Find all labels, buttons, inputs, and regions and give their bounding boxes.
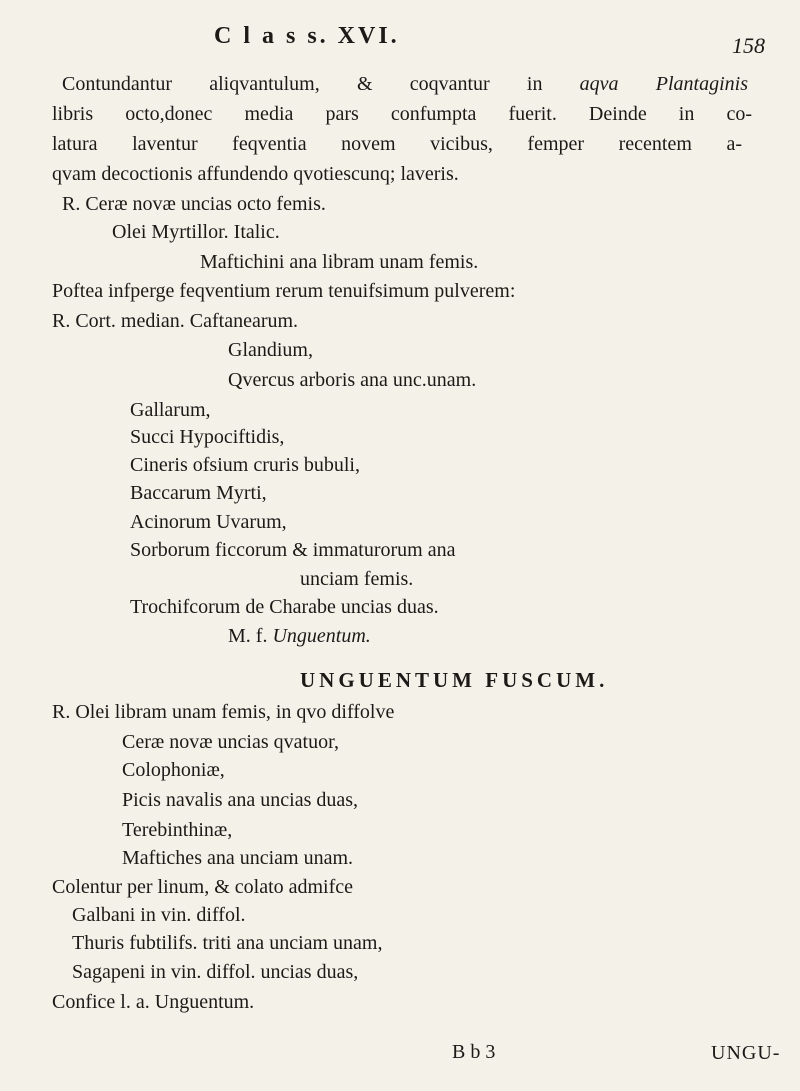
line-text: Trochifcorum de Charabe uncias duas. [130,596,439,618]
line-text: Confice l. a. Unguentum. [52,991,255,1013]
line-text: R. Olei libram unam femis, in qvo diffolve [52,701,395,723]
line-text: latura laventur feqventia novem vicibus, femper recentem a- [52,133,742,155]
recipe-line [52,700,394,724]
line-text: Thuris fubtilifs. triti ana unciam unam, [72,932,383,954]
recipe-line [72,903,246,927]
line-text: Olei Myrtillor. Italic. [112,221,280,243]
body-line [130,425,284,449]
line-text: qvam decoctionis affundendo qvotiescunq; laveris. [52,163,459,185]
body-line [52,132,742,156]
line-text: Baccarum Myrti, [130,482,267,504]
line-text: Contundantur aliqvantulum, & coqvantur in [62,73,580,95]
line-text: Galbani in vin. diffol. [72,904,246,926]
line-text: Ceræ novæ uncias qvatuor, [122,731,339,753]
body-line [130,453,360,477]
line-text: Terebinthinæ, [122,819,233,841]
recipe-line [122,818,232,842]
body-line [130,510,287,534]
recipe-line [72,960,358,984]
line-text: Colentur per linum, & colato admifce [52,876,354,898]
catchword: UNGU- [711,1042,781,1064]
line-text: Glandium, [228,339,313,361]
body-line [52,279,515,303]
body-line [228,624,371,648]
line-text: Cineris ofsium cruris bubuli, [130,454,360,476]
line-text: Picis navalis ana uncias duas, [122,789,359,811]
recipe-line [72,931,383,955]
line-text: Qvercus arboris ana unc.unam. [228,369,477,391]
recipe-line [52,875,353,899]
line-text: Sorborum ficcorum & immaturorum ana [130,539,456,561]
body-line [130,595,439,619]
body-line [300,567,413,591]
line-text: R. Ceræ novæ uncias octo femis. [62,193,326,215]
recipe-title: UNGUENTUM FUSCUM. [300,668,609,692]
body-line [200,250,478,274]
page-number: 158 [732,33,765,58]
body-line [52,102,752,126]
line-text: Colophoniæ, [122,759,225,781]
body-line [52,309,298,333]
body-line [112,220,280,244]
recipe-line [52,990,254,1014]
line-text: unciam femis. [300,568,414,590]
signature-mark: B b 3 [452,1041,496,1063]
line-text: Succi Hypociftidis, [130,426,285,448]
body-line [228,368,476,392]
line-text: Maftichini ana libram unam femis. [200,251,479,273]
line-text: M. f. [228,625,273,647]
line-italic-text: aqva Plantaginis [579,73,748,95]
line-italic-text: Unguentum. [272,625,371,647]
line-text: Sagapeni in vin. diffol. uncias duas, [72,961,359,983]
line-text: Acinorum Uvarum, [130,511,287,533]
body-line [52,162,459,186]
body-line [62,72,748,96]
body-line [130,481,267,505]
line-text: Gallarum, [130,399,211,421]
recipe-line [122,730,339,754]
running-header: C l a s s. XVI. [214,23,400,49]
recipe-line [122,758,225,782]
recipe-line [122,788,358,812]
line-text: R. Cort. median. Caftanearum. [52,310,299,332]
body-line [130,398,211,422]
body-line [62,192,326,216]
line-text: Poftea infperge feqventium rerum tenuifsimum pulverem: [52,280,516,302]
body-line [130,538,455,562]
recipe-line [122,846,353,870]
line-text: libris octo,donec media pars confumpta fuerit. Deinde in co- [52,103,752,125]
line-text: Maftiches ana unciam unam. [122,847,354,869]
body-line [228,338,313,362]
